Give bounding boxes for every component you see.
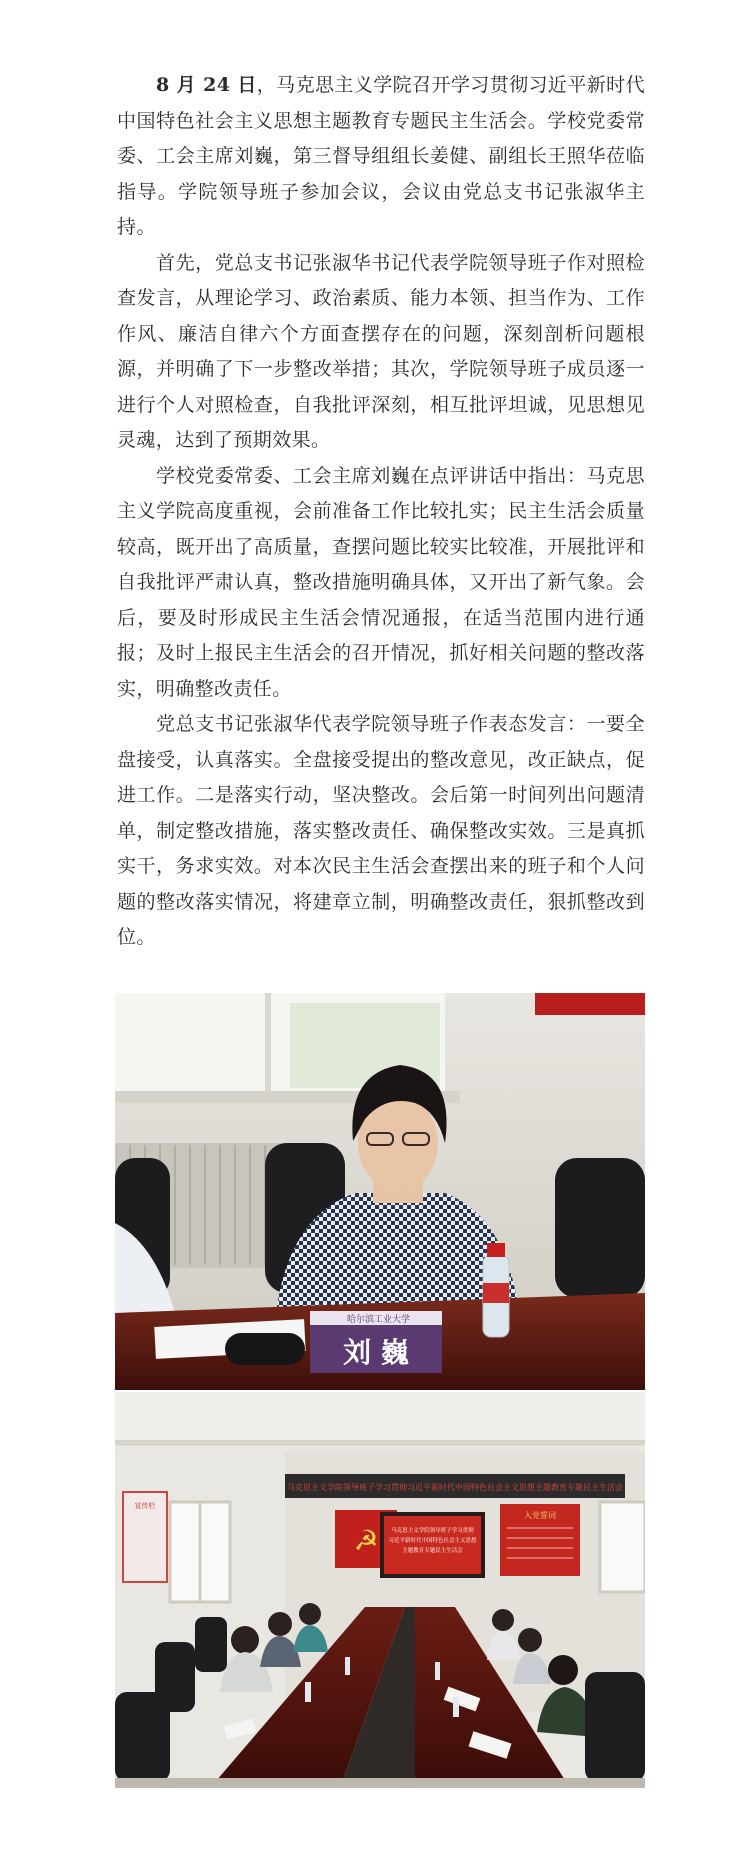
paragraph-1-text: ，马克思主义学院召开学习贯彻习近平新时代中国特色社会主义思想主题教育专题民主生活会。学校党委常委、工会主席刘巍，第三督导组组长姜健、副组长王照华莅临指导。学院领导班子参加会议，会议由党总支书记张淑华主持。: [117, 74, 645, 238]
paragraph-3-text: 学校党委常委、工会主席刘巍在点评讲话中指出：马克思主义学院高度重视，会前准备工作比较扎实；民主生活会质量较高，既开出了高质量，查摆问题比较实比较准，开展批评和自我批评严肃认真，整改措施明确具体，又开出了新气象。会后，要及时形成民主生活会情况通报，在适当范围内进行通报；及时上报民主生活会的召开情况，抓好相关问题的整改落实，明确整改责任。: [117, 464, 645, 700]
chair-right: [555, 1158, 645, 1298]
nameplate-name: 刘 巍: [343, 1336, 409, 1369]
window-right: [600, 1502, 645, 1592]
paragraph-3: [117, 459, 645, 708]
wall-poster-title: 宣传栏: [134, 1502, 156, 1510]
hammer-sickle-icon: ☭: [353, 1524, 379, 1557]
pencil-case: [225, 1333, 305, 1365]
photo-meeting-room: [115, 1392, 645, 1788]
screen-line-1: 马克思主义学院领导班子学习贯彻: [391, 1528, 474, 1534]
paragraph-4-text: 党总支书记张淑华代表学院领导班子作表态发言：一要全盘接受，认真落实。全盘接受提出的整改意见，改正缺点，促进工作。二是落实行动，坚决整改。会后第一时间列出问题清单，制定整改措施，落实整改责任、确保整改实效。三是真抓实干，务求实效。对本次民主生活会查摆出来的班子和个人问题的整改落实情况，将建章立制，明确整改责任，狠抓整改到位。: [117, 713, 645, 948]
photo-speaker: [115, 993, 645, 1390]
article-body: [117, 68, 645, 956]
nameplate-logo-text: 哈尔滨工业大学: [347, 1315, 411, 1325]
paragraph-4: [117, 707, 645, 956]
paragraph-2: [117, 246, 645, 459]
photo-speaker-image: [115, 993, 645, 1390]
screen-line-2: 习近平新时代中国特色社会主义思想: [388, 1538, 477, 1544]
red-banner: [535, 993, 645, 1015]
screen-line-3: 主题教育专题民主生活会: [402, 1548, 463, 1554]
paragraph-2-text: 首先，党总支书记张淑华书记代表学院领导班子作对照检查发言，从理论学习、政治素质、能力本领、担当作为、工作作风、廉洁自律六个方面查摆存在的问题，深刻剖析问题根源，并明确了下一步整改举措；其次，学院领导班子成员逐一进行个人对照检查，自我批评深刻，相互批评坦诚，见思想见灵魂，达到了预期效果。: [117, 251, 645, 451]
top-banner-text: 马克思主义学院领导班子学习贯彻习近平新时代中国特色社会主义思想主题教育专题民主生活会: [287, 1483, 623, 1492]
photo-meeting-room-image: [115, 1392, 645, 1788]
paragraph-1: [117, 68, 645, 246]
paragraph-1-date: 8 月 24 日: [156, 74, 257, 96]
oath-board-title: 入党誓词: [524, 1511, 556, 1520]
